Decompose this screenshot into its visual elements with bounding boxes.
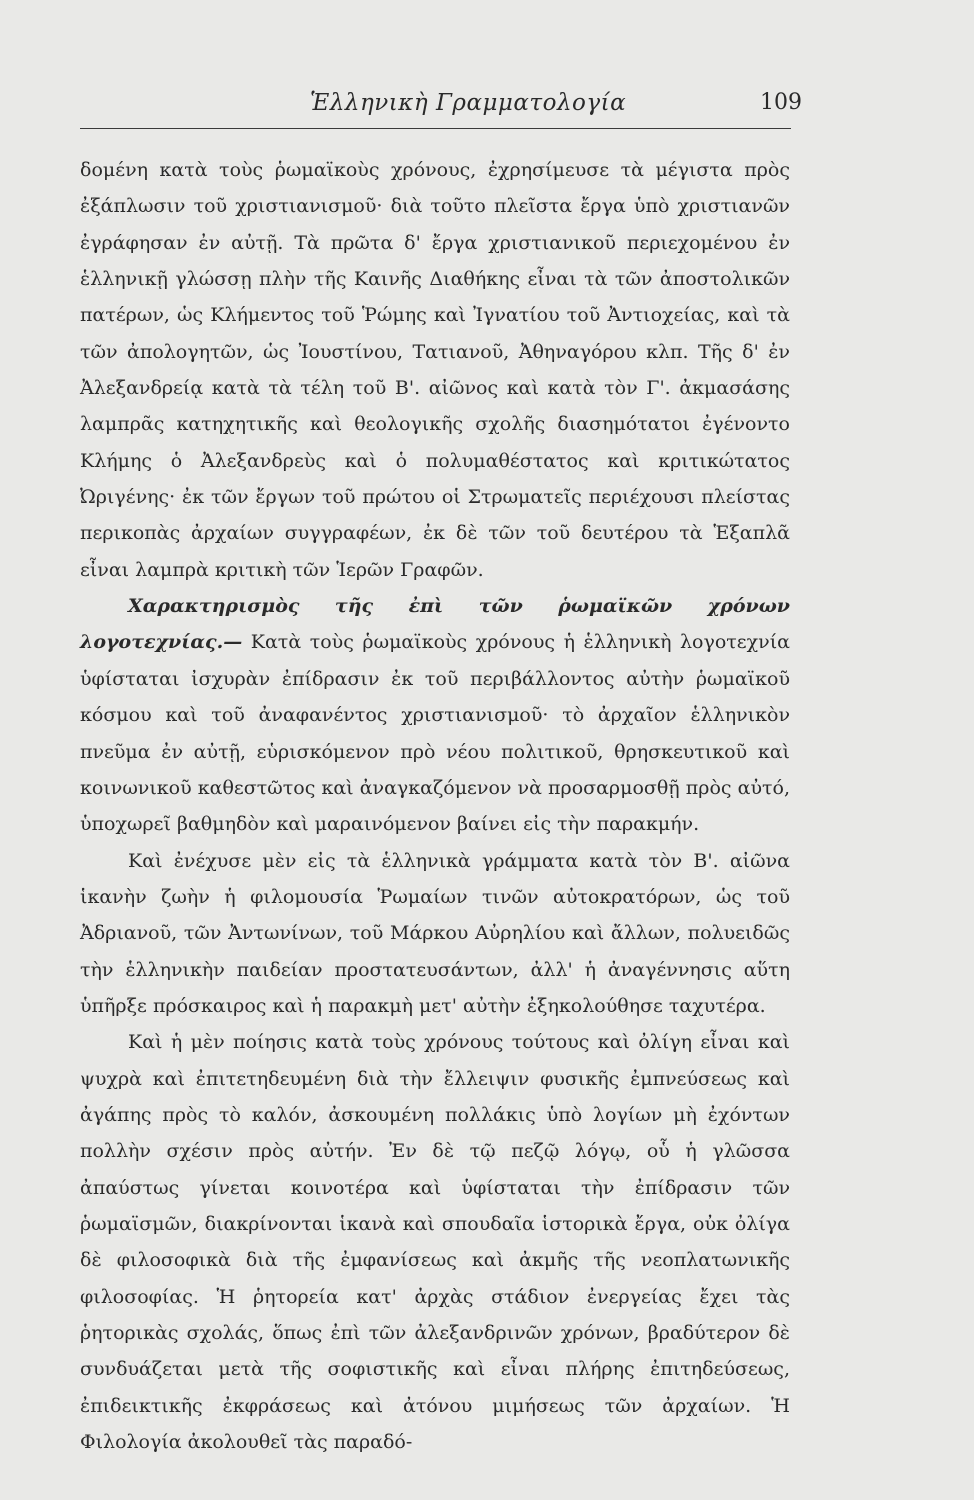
- paragraph-text: Κατὰ τοὺς ῥωμαϊκοὺς χρόνους ἡ ἑλληνικὴ λογοτεχνία ὑφίσταται ἰσχυρὰν ἐπίδρασιν ἐκ τοῦ περιβάλλοντος αὐτὴν ῥωμαϊκοῦ κόσμου καὶ τοῦ ἀναφανέντος χριστιανισμοῦ· τὸ ἀρχαῖον ἑλληνικὸν πνεῦμα ἐν αὐτῇ, εὑρισκόμενον πρὸ νέου πολιτικοῦ, θρησκευτικοῦ καὶ κοινωνικοῦ καθεστῶτος καὶ ἀναγκαζόμενον νὰ προσαρμοσθῇ πρὸς αὐτό, ὑποχωρεῖ βαθμηδὸν καὶ μαραινόμενον βαίνει εἰς τὴν παρακμήν.: [80, 631, 790, 836]
- paragraph: [80, 1024, 790, 1460]
- header-rule: [80, 128, 791, 129]
- running-title: Ἑλληνικὴ Γραμματολογία: [310, 90, 627, 116]
- page-number: 109: [760, 90, 802, 115]
- page-header: [80, 90, 900, 130]
- section-heading: Χαρακτηρισμὸς τῆς ἐπὶ τῶν ῥωμαϊκῶν χρόνων λογοτεχνίας.—: [80, 595, 790, 654]
- paragraph: [80, 843, 790, 1025]
- body-text: [80, 152, 790, 1460]
- paragraph-text: Καὶ ἡ μὲν ποίησις κατὰ τοὺς χρόνους τούτους καὶ ὀλίγη εἶναι καὶ ψυχρὰ καὶ ἐπιτετηδευμένη διὰ τὴν ἔλλειψιν φυσικῆς ἐμπνεύσεως καὶ ἀγάπης πρὸς τὸ καλόν, ἀσκουμένη πολλάκις ὑπὸ λογίων μὴ ἐχόντων πολλὴν σχέσιν πρὸς αὐτήν. Ἐν δὲ τῷ πεζῷ λόγῳ, οὗ ἡ γλῶσσα ἀπαύστως γίνεται κοινοτέρα καὶ ὑφίσταται τὴν ἐπίδρασιν τῶν ῥωμαϊσμῶν, διακρίνονται ἱκανὰ καὶ σπουδαῖα ἱστορικὰ ἔργα, οὐκ ὀλίγα δὲ φιλοσοφικὰ διὰ τῆς ἐμφανίσεως καὶ ἀκμῆς τῆς νεοπλατωνικῆς φιλοσοφίας. Ἡ ῥητορεία κατ' ἀρχὰς στάδιον ἐνεργείας ἔχει τὰς ῥητορικὰς σχολάς, ὅπως ἐπὶ τῶν ἀλεξανδρινῶν χρόνων, βραδύτερον δὲ συνδυάζεται μετὰ τῆς σοφιστικῆς καὶ εἶναι πλήρης ἐπιτηδεύσεως, ἐπιδεικτικῆς ἐκφράσεως καὶ ἀτόνου μιμήσεως τῶν ἀρχαίων. Ἡ Φιλολογία ἀκολουθεῖ τὰς παραδό-: [80, 1031, 790, 1454]
- paragraph: [80, 588, 790, 842]
- paragraph: [80, 152, 790, 588]
- paragraph-text: Καὶ ἐνέχυσε μὲν εἰς τὰ ἑλληνικὰ γράμματα κατὰ τὸν Β'. αἰῶνα ἱκανὴν ζωὴν ἡ φιλομουσία Ῥωμαίων τινῶν αὐτοκρατόρων, ὡς τοῦ Ἀδριανοῦ, τῶν Ἀντωνίνων, τοῦ Μάρκου Αὐρηλίου καὶ ἄλλων, πολυειδῶς τὴν ἑλληνικὴν παιδείαν προστατευσάντων, ἀλλ' ἡ ἀναγέννησις αὕτη ὑπῆρξε πρόσκαιρος καὶ ἡ παρακμὴ μετ' αὐτὴν ἐξηκολούθησε ταχυτέρα.: [80, 849, 790, 1017]
- paragraph-text: δομένη κατὰ τοὺς ῥωμαϊκοὺς χρόνους, ἐχρησίμευσε τὰ μέγιστα πρὸς ἐξάπλωσιν τοῦ χριστιανισμοῦ· διὰ τοῦτο πλεῖστα ἔργα ὑπὸ χριστιανῶν ἐγράφησαν ἐν αὐτῇ. Τὰ πρῶτα δ' ἔργα χριστιανικοῦ περιεχομένου ἐν ἑλληνικῇ γλώσσῃ πλὴν τῆς Καινῆς Διαθήκης εἶναι τὰ τῶν ἀποστολικῶν πατέρων, ὡς Κλήμεντος τοῦ Ῥώμης καὶ Ἰγνατίου τοῦ Ἀντιοχείας, καὶ τὰ τῶν ἀπολογητῶν, ὡς Ἰουστίνου, Τατιανοῦ, Ἀθηναγόρου κλπ. Τῆς δ' ἐν Ἀλεξανδρείᾳ κατὰ τὰ τέλη τοῦ Β'. αἰῶνος καὶ κατὰ τὸν Γ'. ἀκμασάσης λαμπρᾶς κατηχητικῆς καὶ θεολογικῆς σχολῆς διασημότατοι ἐγένοντο Κλήμης ὁ Ἀλεξανδρεὺς καὶ ὁ πολυμαθέστατος καὶ κριτικώτατος Ὠριγένης· ἐκ τῶν ἔργων τοῦ πρώτου οἱ Στρωματεῖς περιέχουσι πλείστας περικοπὰς ἀρχαίων συγγραφέων, ἐκ δὲ τῶν τοῦ δευτέρου τὰ Ἑξαπλᾶ εἶναι λαμπρὰ κριτικὴ τῶν Ἱερῶν Γραφῶν.: [80, 159, 790, 581]
